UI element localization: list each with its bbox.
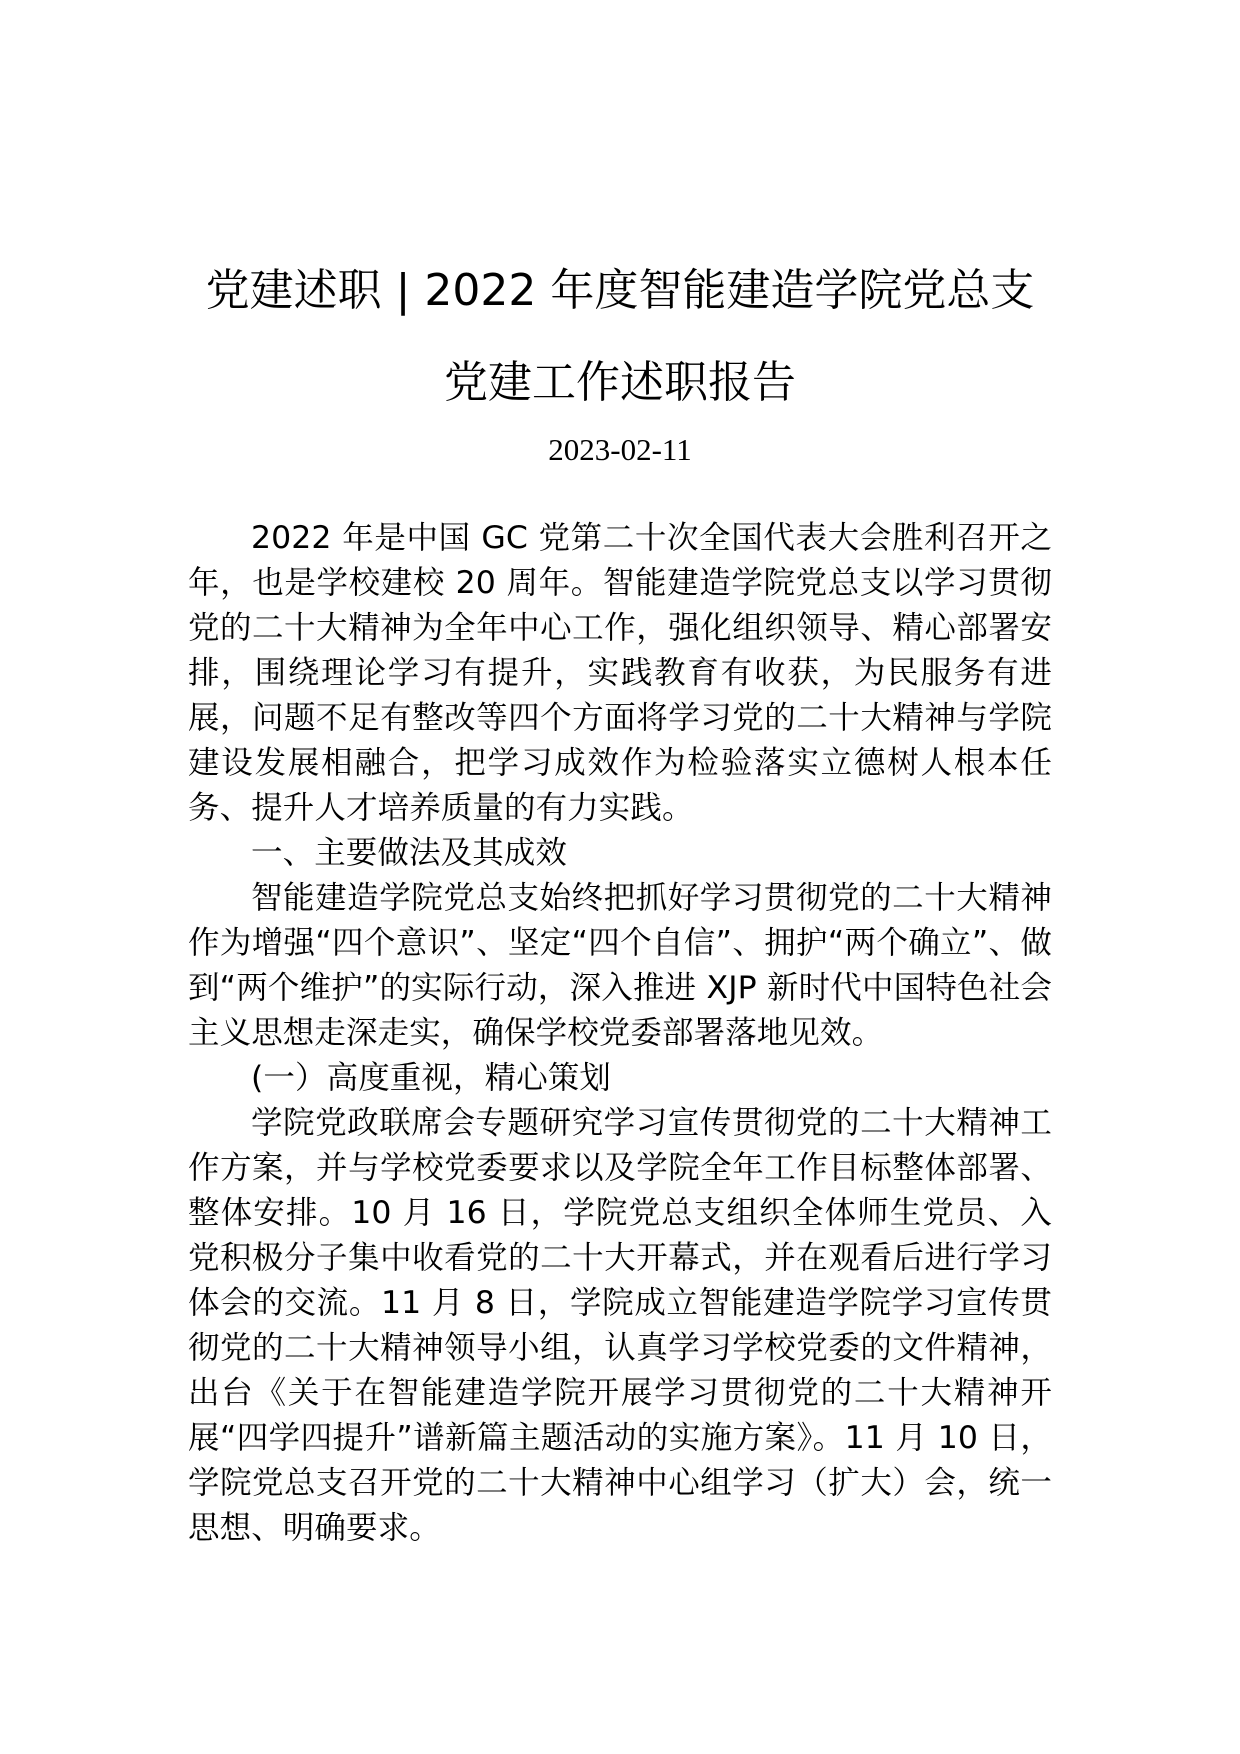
subsection-heading: (一）高度重视，精心策划 xyxy=(251,1060,611,1096)
document-title-line-1: 党建述职 | 2022 年度智能建造学院党总支 xyxy=(205,265,1035,316)
section-paragraph: 智能建造学院党总支始终把抓好学习贯彻党的二十大精神作为增强“四个意识”、坚定“四个自信”、拥护“两个确立”、做到“两个维护”的实际行动，深入推进 XJP 新时代中国特色社会主义思想走深走实，确保学校党委部署落地见效。 xyxy=(188,880,1052,1051)
section-heading: 一、主要做法及其成效 xyxy=(251,835,568,871)
publish-date: 2023-02-11 xyxy=(548,432,692,467)
intro-paragraph: 2022 年是中国 GC 党第二十次全国代表大会胜利召开之年，也是学校建校 20 周年。智能建造学院党总支以学习贯彻党的二十大精神为全年中心工作，强化组织领导、精心部署安排，围绕理论学习有提升，实践教育有收获，为民服务有进展，问题不足有整改等四个方面将学习党的二十大精神与学院建设发展相融合，把学习成效作为检验落实立德树人根本任务、提升人才培养质量的有力实践。 xyxy=(188,520,1052,826)
subsection-paragraph: 学院党政联席会专题研究学习宣传贯彻党的二十大精神工作方案，并与学校党委要求以及学院全年工作目标整体部署、整体安排。10 月 16 日，学院党总支组织全体师生党员、入党积极分子集中收看党的二十大开幕式，并在观看后进行学习体会的交流。11 月 8 日，学院成立智能建造学院学习宣传贯彻党的二十大精神领导小组，认真学习学校党委的文件精神，出台《关于在智能建造学院开展学习贯彻党的二十大精神开展“四学四提升”谱新篇主题活动的实施方案》。11 月 10 日，学院党总支召开党的二十大精神中心组学习（扩大）会，统一思想、明确要求。 xyxy=(188,1105,1052,1546)
document-page xyxy=(188,0,1052,1754)
document-title-line-2: 党建工作述职报告 xyxy=(444,357,796,408)
document-body xyxy=(188,516,1052,1551)
